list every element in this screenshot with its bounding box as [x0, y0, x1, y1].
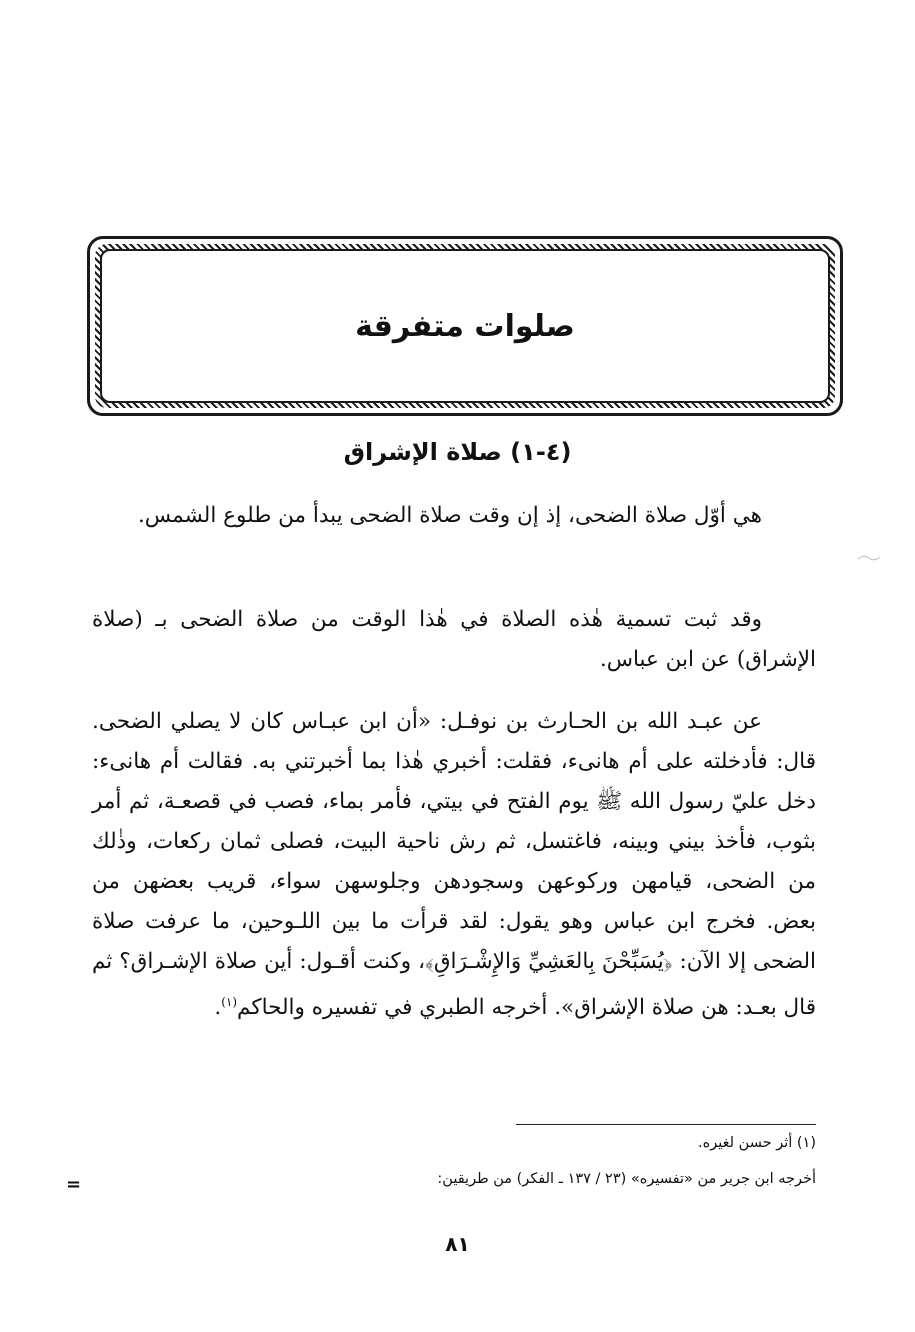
- page-number: ٨١: [445, 1232, 470, 1256]
- scan-speck-icon: [856, 552, 882, 562]
- footnote-1: (١) أثر حسن لغيره.: [698, 1135, 816, 1151]
- ornamental-border: [95, 244, 835, 408]
- paragraph-2-text: وقد ثبت تسمية هٰذه الصلاة في هٰذا الوقت من صلاة الضحى بـ (صلاة الإشراق) عن ابن عباس.: [92, 607, 816, 672]
- paragraph-3-end: .: [214, 995, 222, 1021]
- paragraph-3-text: عن عبـد الله بن الحـارث بن نوفـل: «أن ابن عبـاس كان لا يصلي الضحى. قال: فأدخلته على أم هانىء، فقلت: أخبري هٰذا بما أخبرتني به. فقالت أم هانىء: دخل عليّ رسول الله ﷺ يوم الفتح في بيتي، فأمر بماء، فصب في قصعـة، ثم أمر بثوب، فأخذ بيني وبينه، فاغتسل، ثم رش ناحية البيت، فصلى ثمان ركعات، وذٰلك من الضحى، قيامهن وركوعهن وسجودهن وجلوسهن سواء، قريب بعضهن من بعض. فخرج ابن عباس وهو يقول: لقد قرأت ما بين اللـوحين، ما عرفت صلاة الضحى إلا الآن: ﴿يُسَبِّحْنَ بِالعَشِيِّ وَالإِشْـرَاقِ﴾، وكنت أقـول: أين صلاة الإشـراق؟ ثم قال بعـد: هن صلاة الإشراق». أخرجه الطبري في تفسيره والحاكم: [92, 709, 816, 1021]
- footnote-separator: [516, 1124, 816, 1125]
- paragraph-2: [92, 600, 816, 680]
- chapter-title: صلوات متفرقة: [355, 308, 575, 344]
- paragraph-1: [92, 496, 816, 536]
- paragraph-3: [92, 702, 816, 1028]
- chapter-title-frame: [87, 236, 843, 416]
- footnote-1-continued: أخرجه ابن جرير من «تفسيره» (٢٣ / ١٣٧ ـ الفكر) من طريقين:: [437, 1171, 816, 1187]
- chapter-title-box: [100, 249, 830, 403]
- continuation-mark: =: [66, 1174, 82, 1195]
- section-heading: (٤-١) صلاة الإشراق: [343, 438, 572, 466]
- footnote-reference: (١): [221, 995, 238, 1009]
- paragraph-1-text: هي أوّل صلاة الضحى، إذ إن وقت صلاة الضحى يبدأ من طلوع الشمس.: [137, 503, 762, 528]
